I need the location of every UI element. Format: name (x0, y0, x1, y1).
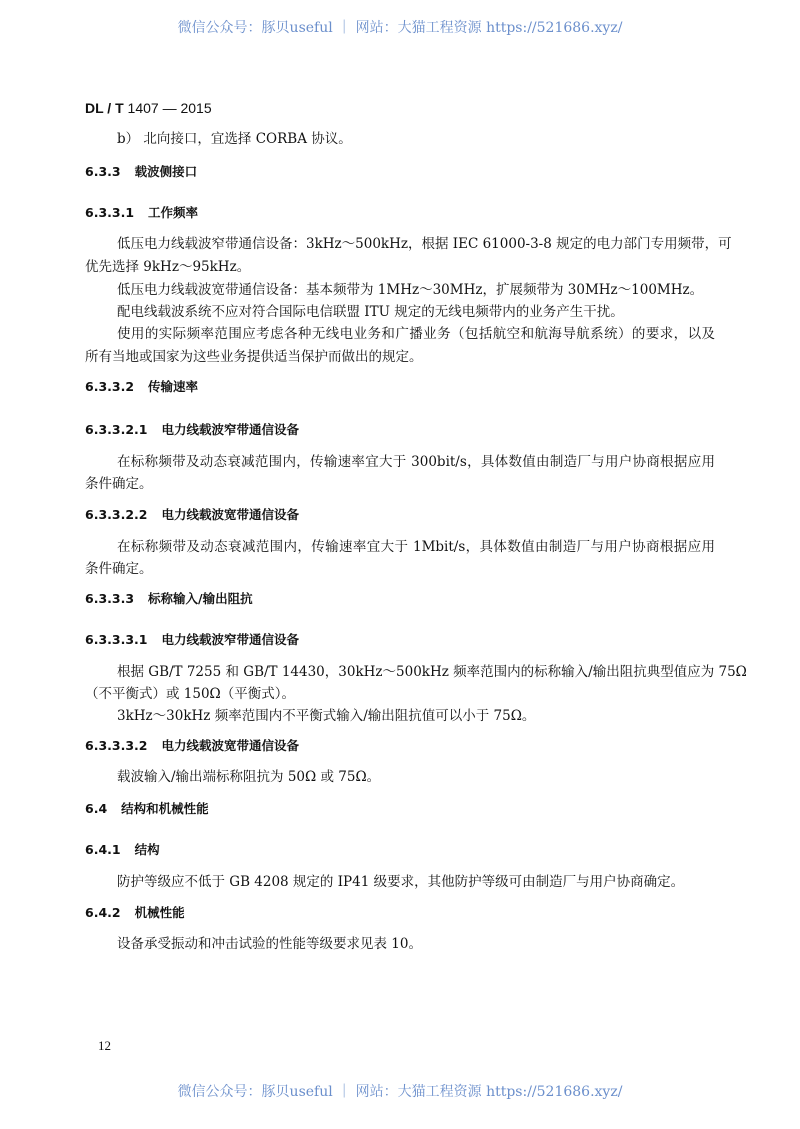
paragraph-line: 低压电力线载波窄带通信设备：3kHz～500kHz，根据 IEC 61000-3-8 规定的电力部门专用频带，可 (117, 236, 732, 252)
section-heading: 6.3.3 载波侧接口 (85, 164, 198, 179)
paragraph-line: 使用的实际频率范围应考虑各种无线电业务和广播业务（包括航空和航海导航系统）的要求，以及 (117, 326, 715, 342)
section-heading: 6.4.1 结构 (85, 842, 160, 857)
watermark-top: 微信公众号：豚贝useful ｜ 网站：大猫工程资源 https://521686.xyz/ (177, 20, 623, 36)
section-heading: 6.4 结构和机械性能 (85, 801, 209, 816)
list-item-b: b） 北向接口，宜选择 CORBA 协议。 (117, 131, 352, 147)
section-heading: 6.3.3.2 传输速率 (85, 379, 199, 394)
std-prefix: DL / T (85, 100, 124, 116)
section-heading: 6.3.3.2.2 电力线载波宽带通信设备 (85, 507, 299, 522)
page-number: 12 (98, 1038, 111, 1053)
watermark-bottom: 微信公众号：豚贝useful ｜ 网站：大猫工程资源 https://521686.xyz/ (177, 1084, 623, 1100)
std-number: 1407 — 2015 (127, 100, 212, 116)
paragraph-line: 载波输入/输出端标称阻抗为 50Ω 或 75Ω。 (117, 769, 381, 785)
paragraph-line: 优先选择 9kHz～95kHz。 (85, 259, 251, 275)
paragraph-line: （不平衡式）或 150Ω（平衡式）。 (85, 686, 296, 702)
paragraph-line: 所有当地或国家为这些业务提供适当保护而做出的规定。 (85, 349, 423, 365)
paragraph-line: 根据 GB/T 7255 和 GB/T 14430，30kHz～500kHz 频率范围内的标称输入/输出阻抗典型值应为 75Ω (117, 664, 747, 680)
section-heading: 6.3.3.3 标称输入/输出阻抗 (85, 591, 253, 606)
paragraph-line: 配电线载波系统不应对符合国际电信联盟 ITU 规定的无线电频带内的业务产生干扰。 (117, 304, 624, 320)
standard-header (85, 98, 715, 118)
paragraph-line: 在标称频带及动态衰减范围内，传输速率宜大于 1Mbit/s，具体数值由制造厂与用户协商根据应用 (117, 539, 715, 555)
section-heading: 6.4.2 机械性能 (85, 905, 185, 920)
paragraph-line: 在标称频带及动态衰减范围内，传输速率宜大于 300bit/s，具体数值由制造厂与用户协商根据应用 (117, 454, 715, 470)
section-heading: 6.3.3.3.2 电力线载波宽带通信设备 (85, 738, 299, 753)
paragraph-line: 3kHz～30kHz 频率范围内不平衡式输入/输出阻抗值可以小于 75Ω。 (117, 708, 536, 724)
section-heading: 6.3.3.2.1 电力线载波窄带通信设备 (85, 422, 299, 437)
paragraph-line: 条件确定。 (85, 561, 153, 577)
paragraph-line: 设备承受振动和冲击试验的性能等级要求见表 10。 (117, 936, 422, 952)
section-heading: 6.3.3.1 工作频率 (85, 205, 199, 220)
paragraph-line: 防护等级应不低于 GB 4208 规定的 IP41 级要求，其他防护等级可由制造厂与用户协商确定。 (117, 874, 685, 890)
section-heading: 6.3.3.3.1 电力线载波窄带通信设备 (85, 632, 299, 647)
paragraph-line: 低压电力线载波宽带通信设备：基本频带为 1MHz～30MHz，扩展频带为 30MHz～100MHz。 (117, 282, 704, 298)
paragraph-line: 条件确定。 (85, 476, 153, 492)
